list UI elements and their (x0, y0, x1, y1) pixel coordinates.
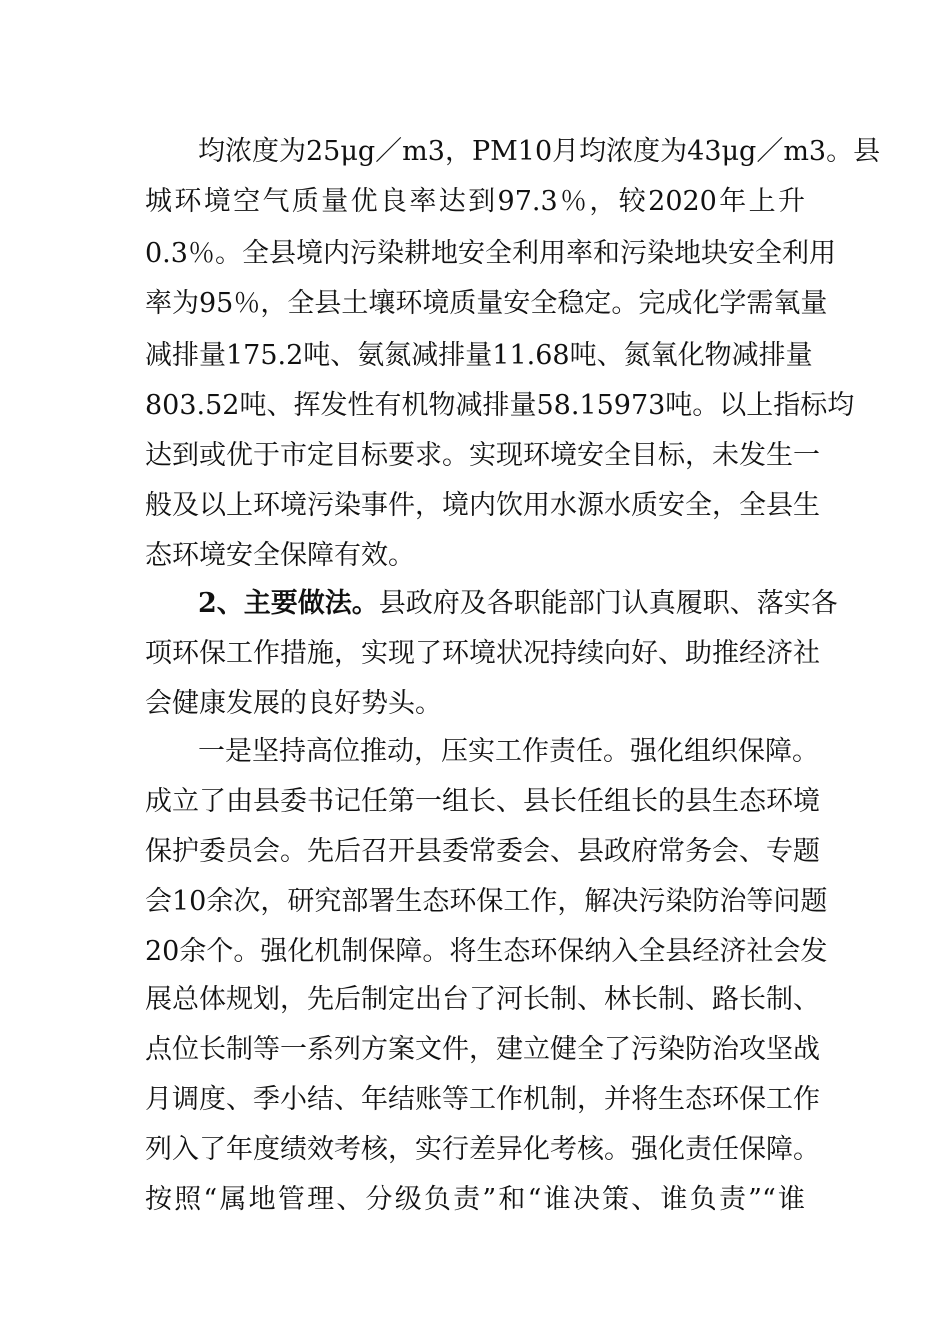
paragraph-line: 成立了由县委书记任第一组长、县长任组长的县生态环境 (145, 786, 820, 817)
paragraph-line: 达到或优于市定目标要求。实现环境安全目标，未发生一 (145, 440, 820, 471)
paragraph-line: 803.52吨、挥发性有机物减排量58.15973吨。以上指标均 (145, 390, 855, 421)
paragraph-line: 般及以上环境污染事件，境内饮用水源水质安全，全县生 (145, 490, 820, 521)
paragraph-line: 均浓度为25μg／m3，PM10月均浓度为43μg／m3。县 (198, 136, 881, 167)
paragraph-line: 会10余次，研究部署生态环保工作，解决污染防治等问题 (145, 886, 828, 917)
paragraph-line: 减排量175.2吨、氨氮减排量11.68吨、氮氧化物减排量 (145, 340, 813, 371)
paragraph-line: 展总体规划，先后制定出台了河长制、林长制、路长制、 (145, 984, 820, 1015)
paragraph-line: 率为95％，全县土壤环境质量安全稳定。完成化学需氧量 (145, 288, 828, 319)
paragraph-line: 保护委员会。先后召开县委常委会、县政府常务会、专题 (145, 836, 820, 867)
paragraph-line: 会健康发展的良好势头。 (145, 688, 442, 719)
paragraph-line: 按照“属地管理、分级负责”和“谁决策、谁负责”“谁 (145, 1184, 805, 1215)
paragraph-line: 列入了年度绩效考核，实行差异化考核。强化责任保障。 (145, 1134, 820, 1165)
paragraph-line: 一是坚持高位推动，压实工作责任。强化组织保障。 (198, 736, 819, 767)
paragraph-line: 月调度、季小结、年结账等工作机制，并将生态环保工作 (145, 1084, 820, 1115)
paragraph-line: 态环境安全保障有效。 (145, 540, 415, 571)
section-heading-line (198, 584, 838, 624)
section-heading: 2、主要做法。 (198, 588, 379, 619)
paragraph-text: 县政府及各职能部门认真履职、落实各 (378, 588, 838, 619)
paragraph-line: 0.3％。全县境内污染耕地安全利用率和污染地块安全利用 (145, 238, 836, 269)
paragraph-line: 城环境空气质量优良率达到97.3％，较2020年上升 (145, 186, 805, 217)
paragraph-line: 点位长制等一系列方案文件，建立健全了污染防治攻坚战 (145, 1034, 820, 1065)
paragraph-line: 项环保工作措施，实现了环境状况持续向好、助推经济社 (145, 638, 820, 669)
paragraph-line: 20余个。强化机制保障。将生态环保纳入全县经济社会发 (145, 936, 828, 967)
